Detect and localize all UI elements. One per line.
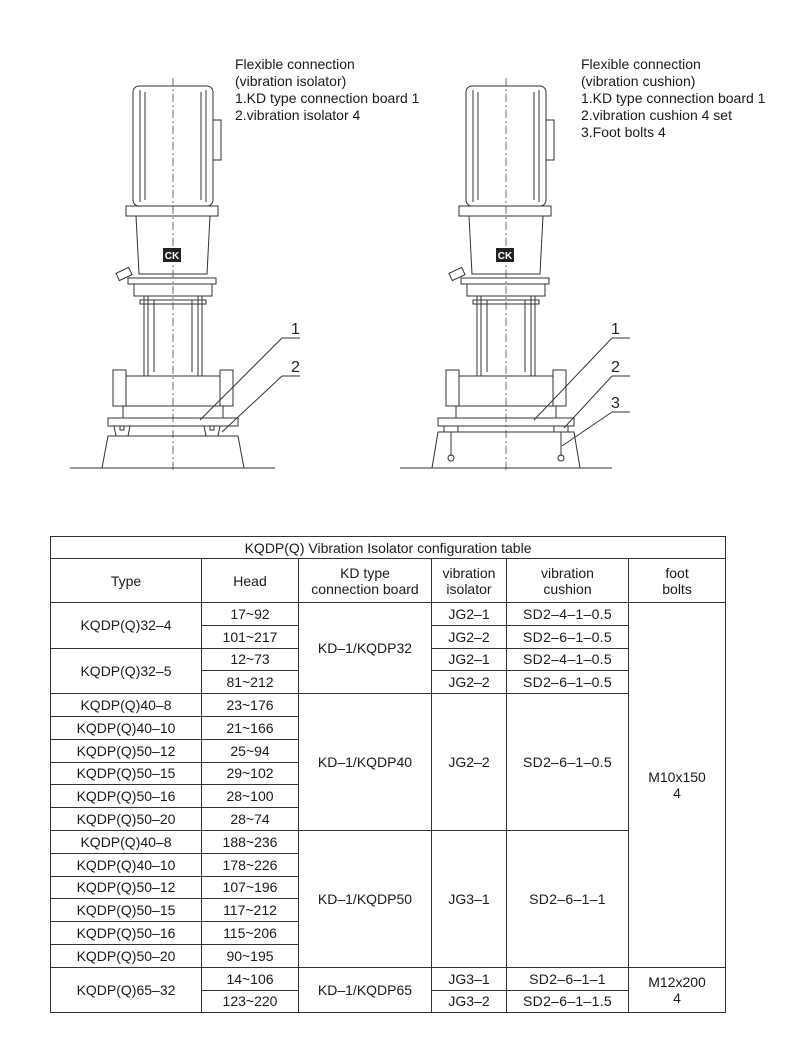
left-callout-2: 2 [291,359,300,376]
isolator-cell: JG2–2 [432,625,507,648]
left-logo-text: CK [164,251,180,262]
configuration-table [50,536,726,1013]
isolator-cell: JG2–2 [432,694,507,831]
cushion-cell: SD2–4–1–0.5 [507,603,629,626]
type-cell: KQDP(Q)50–20 [51,944,202,967]
bolts-cell: M12x200 4 [629,967,726,1013]
cushion-cell: SD2–6–1–0.5 [507,625,629,648]
left-callout-1: 1 [291,321,300,338]
type-cell: KQDP(Q)50–20 [51,808,202,831]
type-cell: KQDP(Q)32–4 [51,603,202,649]
right-callout-2: 2 [611,359,620,376]
table-row [51,830,726,853]
type-cell: KQDP(Q)40–10 [51,716,202,739]
type-cell: KQDP(Q)50–12 [51,739,202,762]
cushion-cell: SD2–4–1–0.5 [507,648,629,671]
left-pump-drawing [70,78,300,470]
cushion-cell: SD2–6–1–1.5 [507,990,629,1013]
right-note-line: 3.Foot bolts 4 [581,124,666,140]
table-row [51,967,726,990]
header-board: KD type connection board [299,559,432,603]
table-row [51,603,726,626]
type-cell: KQDP(Q)50–12 [51,876,202,899]
type-cell: KQDP(Q)50–15 [51,762,202,785]
left-note-line: 1.KD type connection board 1 [235,90,420,106]
head-cell: 123~220 [202,990,299,1013]
board-cell: KD–1/KQDP32 [299,603,432,694]
type-cell: KQDP(Q)40–8 [51,830,202,853]
header-isolator: vibration isolator [432,559,507,603]
board-cell: KD–1/KQDP50 [299,830,432,967]
board-cell: KD–1/KQDP65 [299,967,432,1013]
head-cell: 115~206 [202,922,299,945]
header-cushion: vibration cushion [507,559,629,603]
left-note-line: 2.vibration isolator 4 [235,107,361,123]
head-cell: 23~176 [202,694,299,717]
type-cell: KQDP(Q)40–8 [51,694,202,717]
right-note-line: 1.KD type connection board 1 [581,90,766,106]
right-callout-3: 3 [611,395,620,412]
cushion-cell: SD2–6–1–0.5 [507,694,629,831]
cushion-cell: SD2–6–1–0.5 [507,671,629,694]
cushion-cell: SD2–6–1–1 [507,967,629,990]
head-cell: 12~73 [202,648,299,671]
isolator-cell: JG2–2 [432,671,507,694]
table-row [51,694,726,717]
table-title: KQDP(Q) Vibration Isolator configuration table [51,537,726,559]
head-cell: 28~74 [202,808,299,831]
type-cell: KQDP(Q)50–16 [51,785,202,808]
header-row [51,559,726,603]
left-note-line: (vibration isolator) [235,73,347,89]
board-cell: KD–1/KQDP40 [299,694,432,831]
isolator-cell: JG3–1 [432,967,507,990]
isolator-cell: JG2–1 [432,648,507,671]
isolator-cell: JG3–2 [432,990,507,1013]
type-cell: KQDP(Q)40–10 [51,853,202,876]
head-cell: 29~102 [202,762,299,785]
head-cell: 90~195 [202,944,299,967]
type-cell: KQDP(Q)65–32 [51,967,202,1013]
head-cell: 21~166 [202,716,299,739]
left-logo [163,248,181,262]
right-logo-text: CK [497,251,513,262]
left-note-line: Flexible connection [235,56,355,72]
header-bolts: foot bolts [629,559,726,603]
type-cell: KQDP(Q)50–15 [51,899,202,922]
type-cell: KQDP(Q)50–16 [51,922,202,945]
header-head: Head [202,559,299,603]
head-cell: 107~196 [202,876,299,899]
head-cell: 17~92 [202,603,299,626]
right-callout-1: 1 [611,321,620,338]
head-cell: 25~94 [202,739,299,762]
head-cell: 28~100 [202,785,299,808]
head-cell: 14~106 [202,967,299,990]
cushion-cell: SD2–6–1–1 [507,830,629,967]
head-cell: 117~212 [202,899,299,922]
head-cell: 188~236 [202,830,299,853]
right-logo [496,248,514,262]
right-note-line: (vibration cushion) [581,73,696,89]
bolts-cell: M10x150 4 [629,603,726,968]
type-cell: KQDP(Q)32–5 [51,648,202,694]
isolator-cell: JG3–1 [432,830,507,967]
right-notes [581,56,765,141]
left-notes [235,56,419,124]
right-note-line: 2.vibration cushion 4 set [581,107,732,123]
right-note-line: Flexible connection [581,56,701,72]
head-cell: 178~226 [202,853,299,876]
isolator-cell: JG2–1 [432,603,507,626]
head-cell: 81~212 [202,671,299,694]
header-type: Type [51,559,202,603]
head-cell: 101~217 [202,625,299,648]
